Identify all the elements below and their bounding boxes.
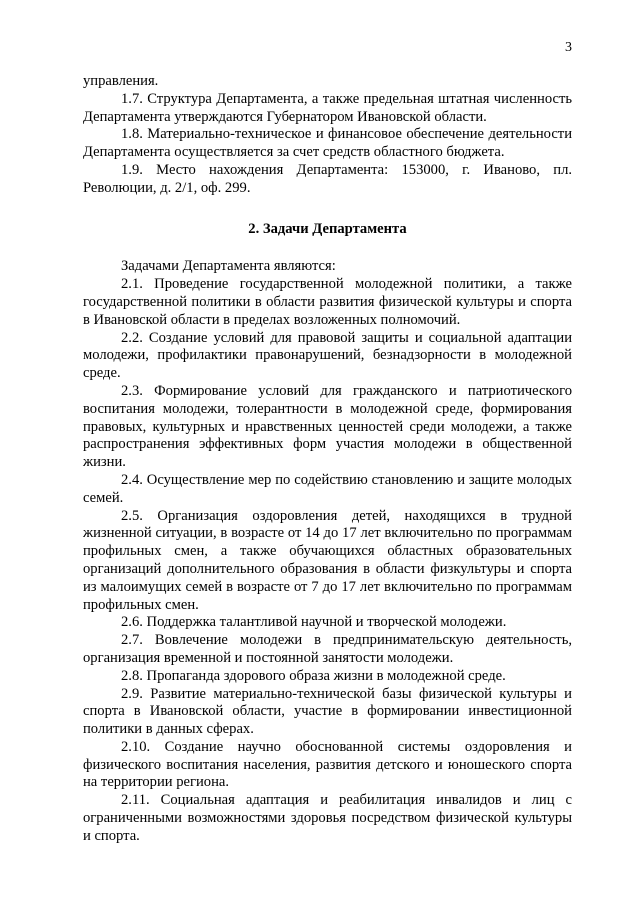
document-body — [83, 73, 572, 846]
paragraph-2-1: 2.1. Проведение государственной молодежной политики, а также государственной политики в области развития физической культуры и спорта в Ивановской области в пределах возложенных полномочий. — [83, 276, 572, 328]
paragraph-1-7: 1.7. Структура Департамента, а также предельная штатная численность Департамента утверждаются Губернатором Ивановской области. — [83, 90, 572, 125]
paragraph-2-2: 2.2. Создание условий для правовой защиты и социальной адаптации молодежи, профилактики правонарушений, безнадзорности в молодежной среде. — [83, 329, 572, 382]
paragraph-2-4: 2.4. Осуществление мер по содействию становлению и защите молодых семей. — [83, 471, 572, 506]
continuation-text: управления. — [83, 73, 159, 89]
paragraph-2-7: 2.7. Вовлечение молодежи в предпринимательскую деятельность, организация временной и постоянной занятости молодежи. — [83, 632, 572, 666]
paragraph-2-8: 2.8. Пропаганда здорового образа жизни в молодежной среде. — [121, 667, 506, 684]
paragraph-1-9: 1.9. Место нахождения Департамента: 153000, г. Иваново, пл. Революции, д. 2/1, оф. 299. — [83, 161, 572, 196]
paragraph-2-6: 2.6. Поддержка талантливой научной и творческой молодежи. — [121, 614, 507, 631]
paragraph-1-8: 1.8. Материально-техническое и финансовое обеспечение деятельности Департамента осуществляется за счет средств областного бюджета. — [83, 126, 572, 161]
section-2-intro: Задачами Департамента являются: — [121, 258, 336, 275]
paragraph-2-10: 2.10. Создание научно обоснованной системы оздоровления и физического воспитания населения, развития детского и юношеского спорта на территории региона. — [83, 738, 572, 791]
paragraph-2-9: 2.9. Развитие материально-технической базы физической культуры и спорта в Ивановской области, участие в формировании инвестиционной политики в данных сферах. — [83, 685, 572, 738]
section-2-heading: 2. Задачи Департамента — [248, 220, 407, 237]
section-1-items — [83, 91, 572, 198]
section-2-items — [83, 276, 572, 846]
page-number: 3 — [565, 40, 572, 55]
paragraph-2-5: 2.5. Организация оздоровления детей, находящихся в трудной жизненной ситуации, в возрасте от 14 до 17 лет включительно по программам профильных смен, а также обучающихся областных образовательных организаций дополнительного образования в области физкультуры и спорта из малоимущих семей в возрасте от 7 до 17 лет включительно по программам профильных смен. — [83, 507, 572, 613]
paragraph-2-11: 2.11. Социальная адаптация и реабилитация инвалидов и лиц с ограниченными возможностями здоровья посредством физической культуры и спорта. — [83, 792, 572, 844]
paragraph-2-3: 2.3. Формирование условий для гражданского и патриотического воспитания молодежи, толерантности в молодежной среде, формирования правовых, культурных и нравственных ценностей среди молодежи, а также распространения эффективных форм участия молодежи в общественной жизни. — [83, 382, 572, 471]
